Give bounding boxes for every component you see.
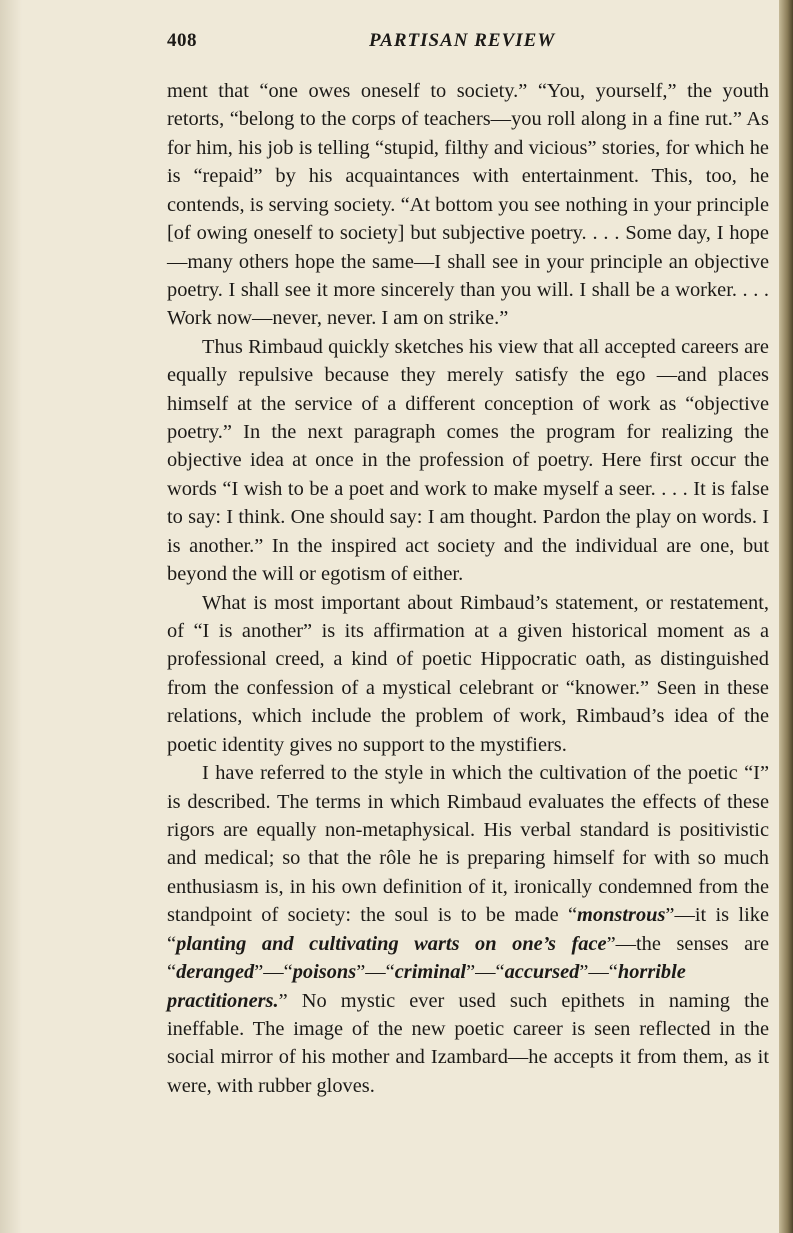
emphasis-deranged: deranged — [176, 961, 255, 984]
running-head: PARTISAN REVIEW — [369, 30, 556, 51]
paragraph-4 — [167, 759, 769, 1100]
paragraph-2: Thus Rimbaud quickly sketches his view that all accepted careers are equally repulsive because they merely satisfy the ego —and places himself at the service of a different conception of work as “objective poetry.” In the next paragraph comes the program for realizing the objective idea at once in the profession of poetry. Here first occur the words “I wish to be a poet and work to make myself a seer. . . . It is false to say: I think. One should say: I am thought. Pardon the play on words. I is another.” In the inspired act society and the individual are one, but beyond the will or egotism of either. — [167, 335, 769, 586]
emphasis-monstrous: monstrous — [577, 904, 666, 927]
paragraph-4-text: ” No mystic ever used such epithets in naming the ineffable. The image of the new poetic career is seen reflected in the social mirror of his mother and Izambard—he accepts it from them, as it were, with rubber gloves. — [167, 989, 769, 1097]
page-header — [167, 30, 753, 60]
paragraph-4-text: ”—it is like “ — [167, 904, 769, 955]
paragraph-3: What is most important about Rimbaud’s statement, or restatement, of “I is another” is its affirmation at a given historical moment as a professional creed, a kind of poetic Hippocratic oath, as distinguished from the confession of a mystical celebrant or “knower.” Seen in these relations, which include the problem of work, Rimbaud’s idea of the poetic identity gives no support to the mystifiers. — [167, 591, 769, 756]
paragraph-4-text: ”—“ — [356, 961, 395, 984]
emphasis-criminal: criminal — [394, 961, 467, 984]
emphasis-practitioners: horrible practitioners. — [167, 961, 686, 1012]
emphasis-warts: planting and cultivating warts on one’s face — [176, 932, 607, 955]
page-gutter — [0, 0, 22, 1233]
page-number: 408 — [167, 30, 197, 51]
body-text — [167, 77, 769, 1100]
paragraph-4-text: ”—“ — [466, 961, 505, 984]
paragraph-4-text: I have referred to the style in which the cultivation of the poetic “I” is described. The terms in which Rimbaud evaluates the effects of these rigors are equally non-metaphysical. His verbal standard is positivistic and medical; so that the rôle he is preparing himself for with so much enthusiasm is, in his own definition of it, ironically condemned from the standpoint of society: the soul is to be made “ — [167, 762, 769, 927]
emphasis-poisons: poisons — [292, 961, 357, 984]
paragraph-4-text: ”—the senses are “ — [167, 932, 769, 984]
paragraph-1: ment that “one owes oneself to society.” “You, yourself,” the youth retorts, “belong to the corps of teachers—you roll along in a fine rut.” As for him, his job is telling “stupid, filthy and vicious” stories, for which he is “repaid” by his acquaintances with entertainment. This, too, he contends, is serving society. “At bottom you see nothing in your principle [of owing oneself to society] but subjective poetry. . . . Some day, I hope—many others hope the same—I shall see in your principle an objective poetry. I shall see it more sincerely than you will. I shall be a worker. . . . Work now—never, never. I am on strike.” — [167, 80, 769, 330]
page-edge — [779, 0, 793, 1233]
paragraph-4-text: ”—“ — [254, 961, 293, 984]
emphasis-accursed: accursed — [504, 961, 580, 984]
paragraph-4-text: ”—“ — [579, 961, 618, 984]
